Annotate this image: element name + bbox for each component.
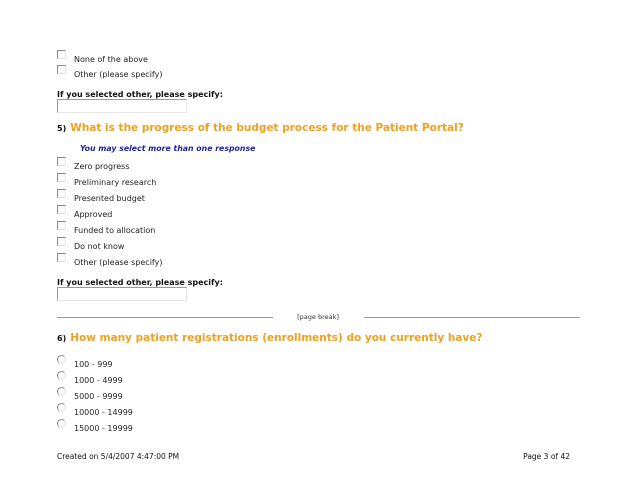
option-do-not-know[interactable] [57, 237, 124, 251]
option-other-specify[interactable] [57, 65, 162, 79]
option-label: Preliminary research [74, 178, 157, 187]
checkbox-other-specify[interactable] [57, 65, 66, 74]
checkbox-approved[interactable] [57, 205, 66, 214]
option-1000-4999[interactable] [57, 371, 123, 385]
option-label: 1000 - 4999 [74, 376, 123, 385]
option-label: Other (please specify) [74, 258, 163, 267]
option-15000-19999[interactable] [57, 419, 133, 433]
question-number: 5) [57, 124, 67, 133]
option-10000-14999[interactable] [57, 403, 133, 417]
option-presented-budget[interactable] [57, 189, 145, 203]
option-label: Approved [74, 210, 113, 219]
checkbox-do-not-know[interactable] [57, 237, 66, 246]
footer-created-date: Created on 5/4/2007 4:47:00 PM [57, 452, 180, 461]
response-hint: You may select more than one response [80, 144, 256, 153]
specify-input-q5[interactable] [57, 287, 187, 301]
option-label: Do not know [74, 242, 125, 251]
option-100-999[interactable] [57, 355, 113, 369]
question-5 [57, 122, 464, 134]
option-approved[interactable] [57, 205, 112, 219]
page-break-line-left [57, 317, 273, 318]
option-label: 100 - 999 [74, 360, 113, 369]
checkbox-other-specify-q5[interactable] [57, 253, 66, 262]
option-label: 5000 - 9999 [74, 392, 123, 401]
checkbox-none-of-the-above[interactable] [57, 50, 66, 59]
option-5000-9999[interactable] [57, 387, 123, 401]
option-funded-to-allocation[interactable] [57, 221, 155, 235]
question-number: 6) [57, 334, 67, 343]
option-label: Presented budget [74, 194, 145, 203]
radio-1000-4999[interactable] [57, 371, 66, 380]
radio-10000-14999[interactable] [57, 403, 66, 412]
option-label: 10000 - 14999 [74, 408, 133, 417]
checkbox-preliminary-research[interactable] [57, 173, 66, 182]
specify-label: If you selected other, please specify: [57, 278, 223, 287]
checkbox-zero-progress[interactable] [57, 157, 66, 166]
checkbox-presented-budget[interactable] [57, 189, 66, 198]
checkbox-funded-to-allocation[interactable] [57, 221, 66, 230]
page-break-label: [page break] [297, 313, 339, 321]
option-other-specify-q5[interactable] [57, 253, 162, 267]
question-text: What is the progress of the budget process for the Patient Portal? [70, 122, 464, 134]
page-break-line-right [364, 317, 580, 318]
option-label: Other (please specify) [74, 70, 163, 79]
question-6 [57, 332, 482, 344]
option-zero-progress[interactable] [57, 157, 130, 171]
option-label: Zero progress [74, 162, 130, 171]
option-label: 15000 - 19999 [74, 424, 133, 433]
option-label: Funded to allocation [74, 226, 156, 235]
specify-label: If you selected other, please specify: [57, 90, 223, 99]
radio-5000-9999[interactable] [57, 387, 66, 396]
option-none-of-the-above[interactable] [57, 50, 148, 64]
radio-100-999[interactable] [57, 355, 66, 364]
radio-15000-19999[interactable] [57, 419, 66, 428]
footer-page-number: Page 3 of 42 [523, 452, 570, 461]
specify-input-prev[interactable] [57, 99, 187, 113]
question-text: How many patient registrations (enrollments) do you currently have? [70, 332, 483, 344]
option-label: None of the above [74, 55, 148, 64]
option-preliminary-research[interactable] [57, 173, 156, 187]
